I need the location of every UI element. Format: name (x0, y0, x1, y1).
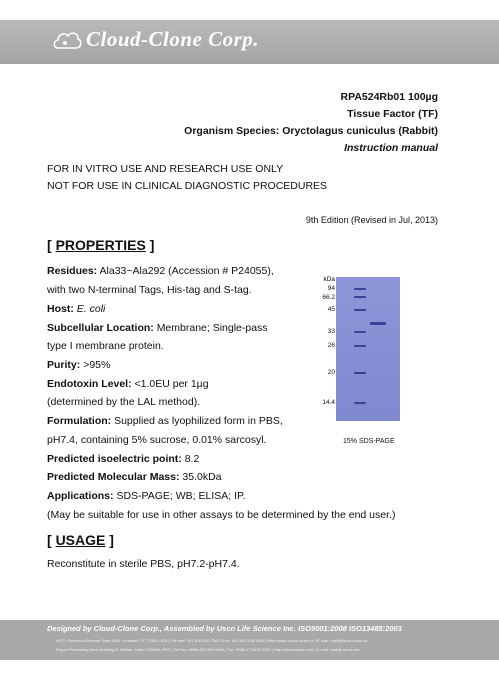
pi-value: 8.2 (184, 453, 200, 465)
mass-label: Predicted Molecular Mass: (47, 471, 180, 483)
location-line (47, 322, 268, 334)
endotoxin-line (47, 378, 209, 390)
ladder-band (354, 309, 366, 311)
formulation-cont: pH7.4, containing 5% sucrose, 0.01% sarcosyl. (47, 434, 267, 446)
properties-heading: PROPERTIES (55, 237, 146, 253)
residues-line (47, 265, 274, 277)
gel-marker-26: 26 (327, 342, 335, 349)
applications-value: SDS-PAGE; WB; ELISA; IP. (116, 490, 246, 502)
endotoxin-cont: (determined by the LAL method). (47, 396, 201, 408)
applications-label: Applications: (47, 490, 114, 502)
host-value: E. coli (76, 303, 106, 315)
residues-cont: with two N-terminal Tags, His-tag and S-tag. (47, 284, 252, 296)
notice-research: FOR IN VITRO USE AND RESEARCH USE ONLY (47, 163, 284, 175)
pi-line (47, 453, 199, 465)
residues-label: Residues: (47, 265, 98, 277)
ladder-band (354, 372, 366, 374)
endotoxin-value: <1.0EU per 1µg (134, 378, 209, 390)
location-value: Membrane; Single-pass (156, 322, 268, 334)
ladder-band (354, 402, 366, 404)
mass-value: 35.0kDa (182, 471, 222, 483)
section-properties-title: [ PROPERTIES ] (47, 237, 155, 253)
purity-line (47, 359, 110, 371)
cloud-logo-icon (52, 28, 82, 54)
notice-clinical: NOT FOR USE IN CLINICAL DIAGNOSTIC PROCEDURES (47, 180, 328, 192)
edition-note: 9th Edition (Revised in Jul, 2013) (305, 215, 438, 225)
endotoxin-label: Endotoxin Level: (47, 378, 132, 390)
ladder-band (354, 288, 366, 290)
organism-species (184, 124, 438, 138)
gel-marker-94: 94 (327, 285, 335, 292)
usage-heading: USAGE (55, 532, 106, 548)
gel-unit-label: kDa (323, 276, 335, 283)
company-name: Cloud-Clone Corp. (86, 27, 260, 51)
ladder-band (354, 345, 366, 347)
organism-label: Organism Species: (184, 125, 280, 137)
sample-band (370, 322, 386, 325)
formulation-label: Formulation: (47, 415, 112, 427)
organism-value: Oryctolagus cuniculus (Rabbit) (282, 125, 438, 137)
gel-marker-20: 20 (327, 369, 335, 376)
footer-address-cn: Export Processing Zone Building E, Wuhan, Hubei 430056, PRC | Tel Fax: 0086-400-999-0069 | Fax: 0086-27-8425-9551 | http://www.uscnk.com | E-mail: mail@uscnk.com (56, 647, 361, 652)
formulation-value: Supplied as lyophilized form in PBS, (114, 415, 283, 427)
residues-value: Ala33~Ala292 (Accession # P24055), (99, 265, 274, 277)
applications-line (47, 490, 246, 502)
purity-value: >95% (83, 359, 111, 371)
formulation-line (47, 415, 283, 427)
pi-label: Predicted isoelectric point: (47, 453, 182, 465)
gel-marker-66: 66.2 (322, 294, 335, 301)
gel-marker-14: 14.4 (322, 399, 335, 406)
usage-text: Reconstitute in sterile PBS, pH7.2-pH7.4. (47, 558, 240, 570)
manual-title: Instruction manual (344, 142, 438, 154)
host-label: Host: (47, 303, 74, 315)
gel-marker-45: 45 (327, 306, 335, 313)
footer-credits: Designed by Cloud-Clone Corp., Assembled by Uscn Life Science Inc. ISO9001:2008 ISO13485:2003 (47, 624, 402, 633)
footer-address-us: HQTI: Richmond Avenue Suite 9459, Houston, TX 77082, USA | Toll-free: 001-800-932-7562 | Fax: 001-832-538-0068 | http://www.cloud-clone.us | E-mail: mail@cloud-clone.us (56, 638, 368, 643)
ladder-band (354, 296, 366, 298)
mass-line (47, 471, 222, 483)
location-label: Subcellular Location: (47, 322, 154, 334)
sds-page-gel-image (336, 277, 400, 421)
applications-note: (May be suitable for use in other assays to be determined by the end user.) (47, 509, 396, 521)
ladder-band (354, 331, 366, 333)
product-name: Tissue Factor (TF) (347, 108, 438, 120)
purity-label: Purity: (47, 359, 81, 371)
location-cont: type I membrane protein. (47, 340, 164, 352)
gel-marker-33: 33 (327, 328, 335, 335)
catalog-number: RPA524Rb01 100µg (340, 91, 438, 103)
section-usage-title: [ USAGE ] (47, 532, 114, 548)
gel-caption: 15% SDS-PAGE (343, 438, 395, 445)
host-line (47, 303, 105, 315)
